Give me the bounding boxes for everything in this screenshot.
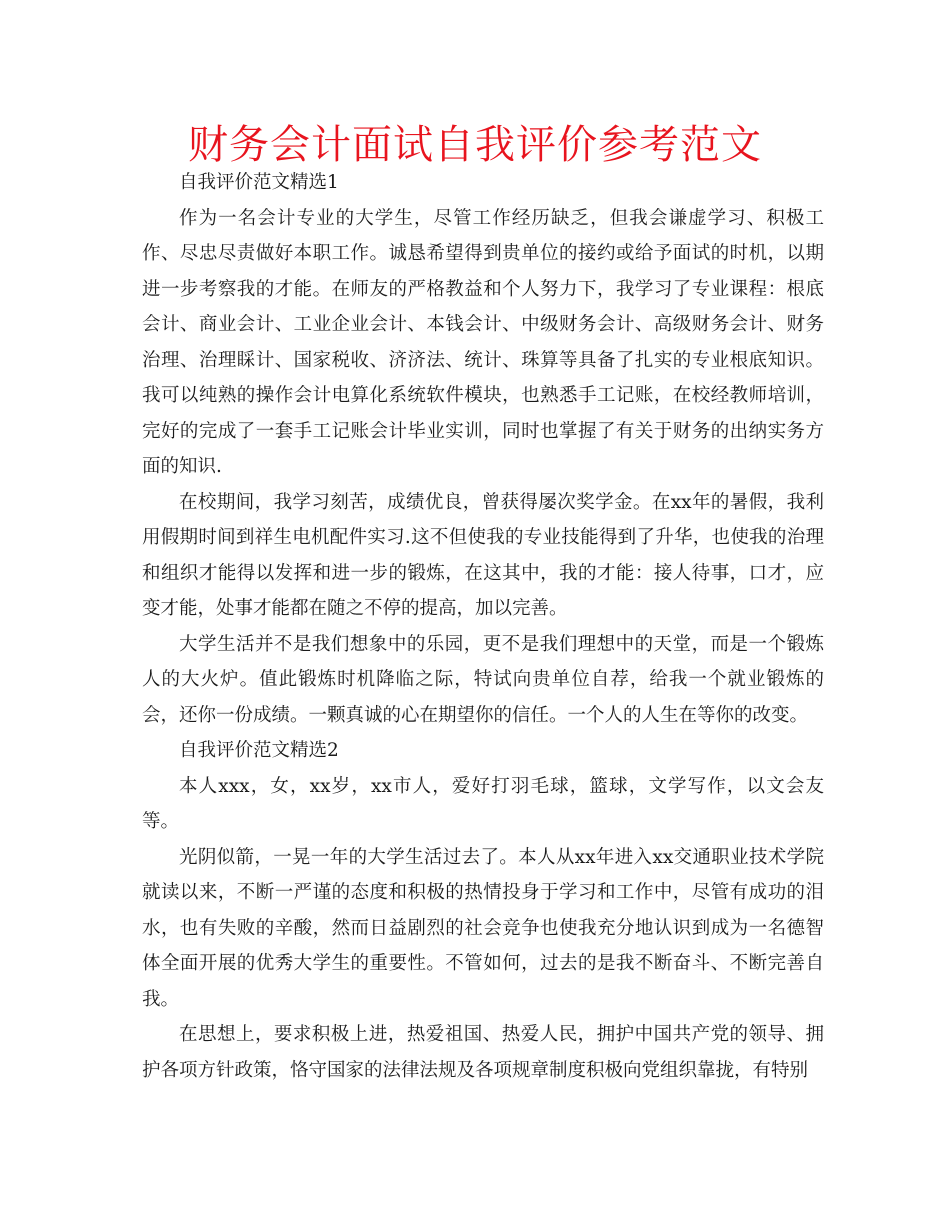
section-heading: 自我评价范文精选1 (179, 172, 339, 193)
paragraph: 作为一名会计专业的大学生，尽管工作经历缺乏，但我会谦虚学习、积极工作、尽忠尽责做好本职工作。诚恳希望得到贵单位的接约或给予面试的时机，以期进一步考察我的才能。在师友的严格教益和个人努力下，我学习了专业课程：根底会计、商业会计、工业企业会计、本钱会计、中级财务会计、高级财务会计、财务治理、治理睬计、国家税收、济济法、统计、珠算等具备了扎实的专业根底知识。我可以纯熟的操作会计电算化系统软件模块，也熟悉手工记账，在校经教师培训，完好的完成了一套手工记账会计毕业实训，同时也掌握了有关于财务的出纳实务方面的知识. (142, 207, 824, 477)
paragraph: 在思想上，要求积极上进，热爱祖国、热爱人民，拥护中国共产党的领导、拥护各项方针政策，恪守国家的法律法规及各项规章制度积极向党组织靠拢，有特别 (142, 1024, 824, 1081)
document-body (142, 165, 824, 1088)
paragraph: 本人xxx，女，xx岁，xx市人，爱好打羽毛球，篮球，文学写作，以文会友等。 (142, 775, 824, 832)
paragraph: 光阴似箭，一晃一年的大学生活过去了。本人从xx年进入xx交通职业技术学院就读以来，不断一严谨的态度和积极的热情投身于学习和工作中，尽管有成功的泪水，也有失败的辛酸，然而日益剧烈的社会竞争也使我充分地认识到成为一名德智体全面开展的优秀大学生的重要性。不管如何，过去的是我不断奋斗、不断完善自我。 (142, 846, 824, 1010)
section-heading: 自我评价范文精选2 (179, 740, 339, 761)
document-title: 财务会计面试自我评价参考范文 (188, 122, 762, 168)
paragraph: 在校期间，我学习刻苦，成绩优良，曾获得屡次奖学金。在xx年的暑假，我利用假期时间到祥生电机配件实习.这不但使我的专业技能得到了升华，也使我的治理和组织才能得以发挥和进一步的锻炼，在这其中，我的才能：接人待事，口才，应变才能，处事才能都在随之不停的提高，加以完善。 (142, 491, 824, 619)
paragraph: 大学生活并不是我们想象中的乐园，更不是我们理想中的天堂，而是一个锻炼人的大火炉。值此锻炼时机降临之际，特试向贵单位自荐，给我一个就业锻炼的会，还你一份成绩。一颗真诚的心在期望你的信任。一个人的人生在等你的改变。 (142, 633, 824, 726)
